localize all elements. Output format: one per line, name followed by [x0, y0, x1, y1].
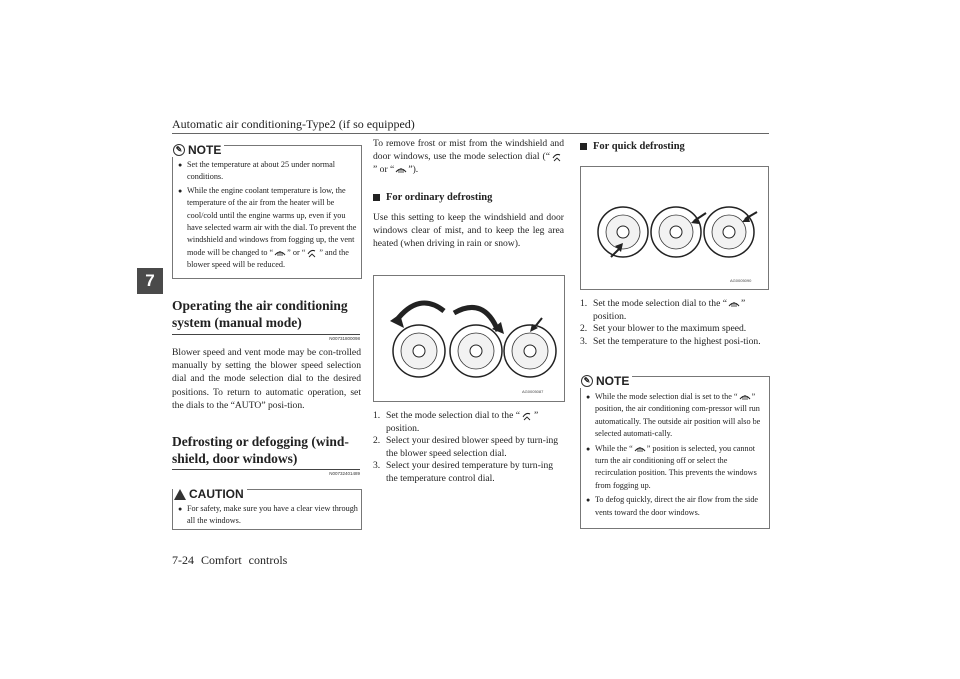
illustration-code: AG0005087: [522, 389, 544, 394]
manual-code: N00731800098: [329, 336, 360, 341]
manual-heading-rule: [172, 334, 360, 335]
page-number: 7-24: [172, 553, 194, 567]
windshield-defrost-icon: [739, 392, 751, 402]
chapter-tab: 7: [137, 268, 163, 294]
caution-label: CAUTION: [173, 487, 247, 501]
ordinary-defrost-text: Use this setting to keep the windshield and door windows clear of mist, and to keep the leg area heated (when driving in rain or snow).: [373, 212, 564, 250]
note-label-1: ✎ NOTE: [172, 143, 224, 157]
note2-item-1: ● While the mode selection dial is set to the “ ” position, the air conditioning com-pressor will run automatically. The outside air position will also be selected automati-cally.: [586, 391, 766, 441]
dial-illustration-ordinary: [373, 275, 565, 402]
dial-illustration-quick: [580, 166, 769, 290]
square-bullet-icon: [373, 194, 380, 201]
note-box-2: [580, 376, 770, 529]
windshield-defrost-icon: [728, 299, 740, 309]
footer-section: Comfort controls: [201, 553, 288, 567]
illustration-code: AG0005090: [730, 278, 752, 283]
dial-icon: [393, 325, 445, 377]
dial-icon: [598, 207, 648, 257]
dial-set-graphic: [374, 276, 564, 401]
floor-defrost-icon: [521, 411, 533, 421]
quick-step-1: 1. Set the mode selection dial to the “ ” position.: [580, 298, 746, 322]
manual-mode-heading: Operating the air conditioning system (manual mode): [172, 298, 348, 330]
manual-mode-text: Blower speed and vent mode may be con-trolled manually by setting the blower speed selection dial and the mode selection dial to the desired positions. To return to automatic operation, set the dials to the “AUTO” posi-tion.: [172, 347, 361, 411]
note-icon: ✎: [581, 375, 593, 387]
note-icon: ✎: [173, 144, 185, 156]
note1-item-2: ● While the engine coolant temperature is low, the temperature of the air from the heater will be cool/cold until the engine warms up, even if you have selected warm air with the dial. To prevent the windshield and windows from fogging up, the vent mode will be changed to “ ” or “ ” and the blower speed will be reduced.: [178, 185, 358, 272]
quick-defrost-heading: For quick defrosting: [580, 141, 685, 152]
warning-triangle-icon: [174, 489, 186, 500]
windshield-defrost-icon: [395, 165, 407, 175]
header-rule: [172, 133, 769, 134]
quick-step-3: 3. Set the temperature to the highest posi-tion.: [580, 335, 761, 347]
caution-text: ● For safety, make sure you have a clear view through all the windows.: [178, 503, 358, 528]
note-label-2: ✎ NOTE: [580, 374, 632, 388]
defrost-code: N00732401489: [329, 471, 360, 476]
defrost-heading-rule: [172, 469, 360, 470]
floor-defrost-icon: [306, 248, 318, 258]
ordinary-step-2: 2. Select your desired blower speed by turn-ing the blower speed selection dial.: [373, 435, 559, 459]
ordinary-steps: [373, 410, 565, 485]
quick-steps: [580, 298, 770, 348]
ordinary-step-3: 3. Select your desired temperature by turn-ing the temperature control dial.: [373, 460, 554, 484]
defrost-heading: Defrosting or defogging (wind-shield, door windows): [172, 434, 349, 466]
caution-box: [172, 489, 362, 530]
dial-set-graphic: [581, 167, 768, 289]
page-header-title: Automatic air conditioning-Type2 (if so equipped): [172, 117, 415, 131]
page-footer: [172, 553, 287, 568]
mid-intro: To remove frost or mist from the windshield and door windows, use the mode selection dial (“” or “ ”).: [373, 138, 564, 176]
note-box-1: [172, 145, 362, 279]
quick-step-2: 2. Set your blower to the maximum speed.: [580, 323, 747, 334]
square-bullet-icon: [580, 143, 587, 150]
note2-item-2: ● While the “ ” position is selected, you cannot turn the air conditioning off or select the recirculation position. This prevents the windows from fogging up.: [586, 443, 766, 493]
ordinary-step-1: 1. Set the mode selection dial to the “ ” position.: [373, 410, 539, 434]
windshield-defrost-icon: [274, 248, 286, 258]
floor-defrost-icon: [551, 152, 563, 162]
ordinary-defrost-heading: For ordinary defrosting: [373, 192, 492, 203]
windshield-defrost-icon: [634, 444, 646, 454]
note1-item-1: ● Set the temperature at about 25 under normal conditions.: [178, 159, 358, 184]
note2-item-3: ● To defog quickly, direct the air flow from the side vents toward the door windows.: [586, 494, 766, 519]
